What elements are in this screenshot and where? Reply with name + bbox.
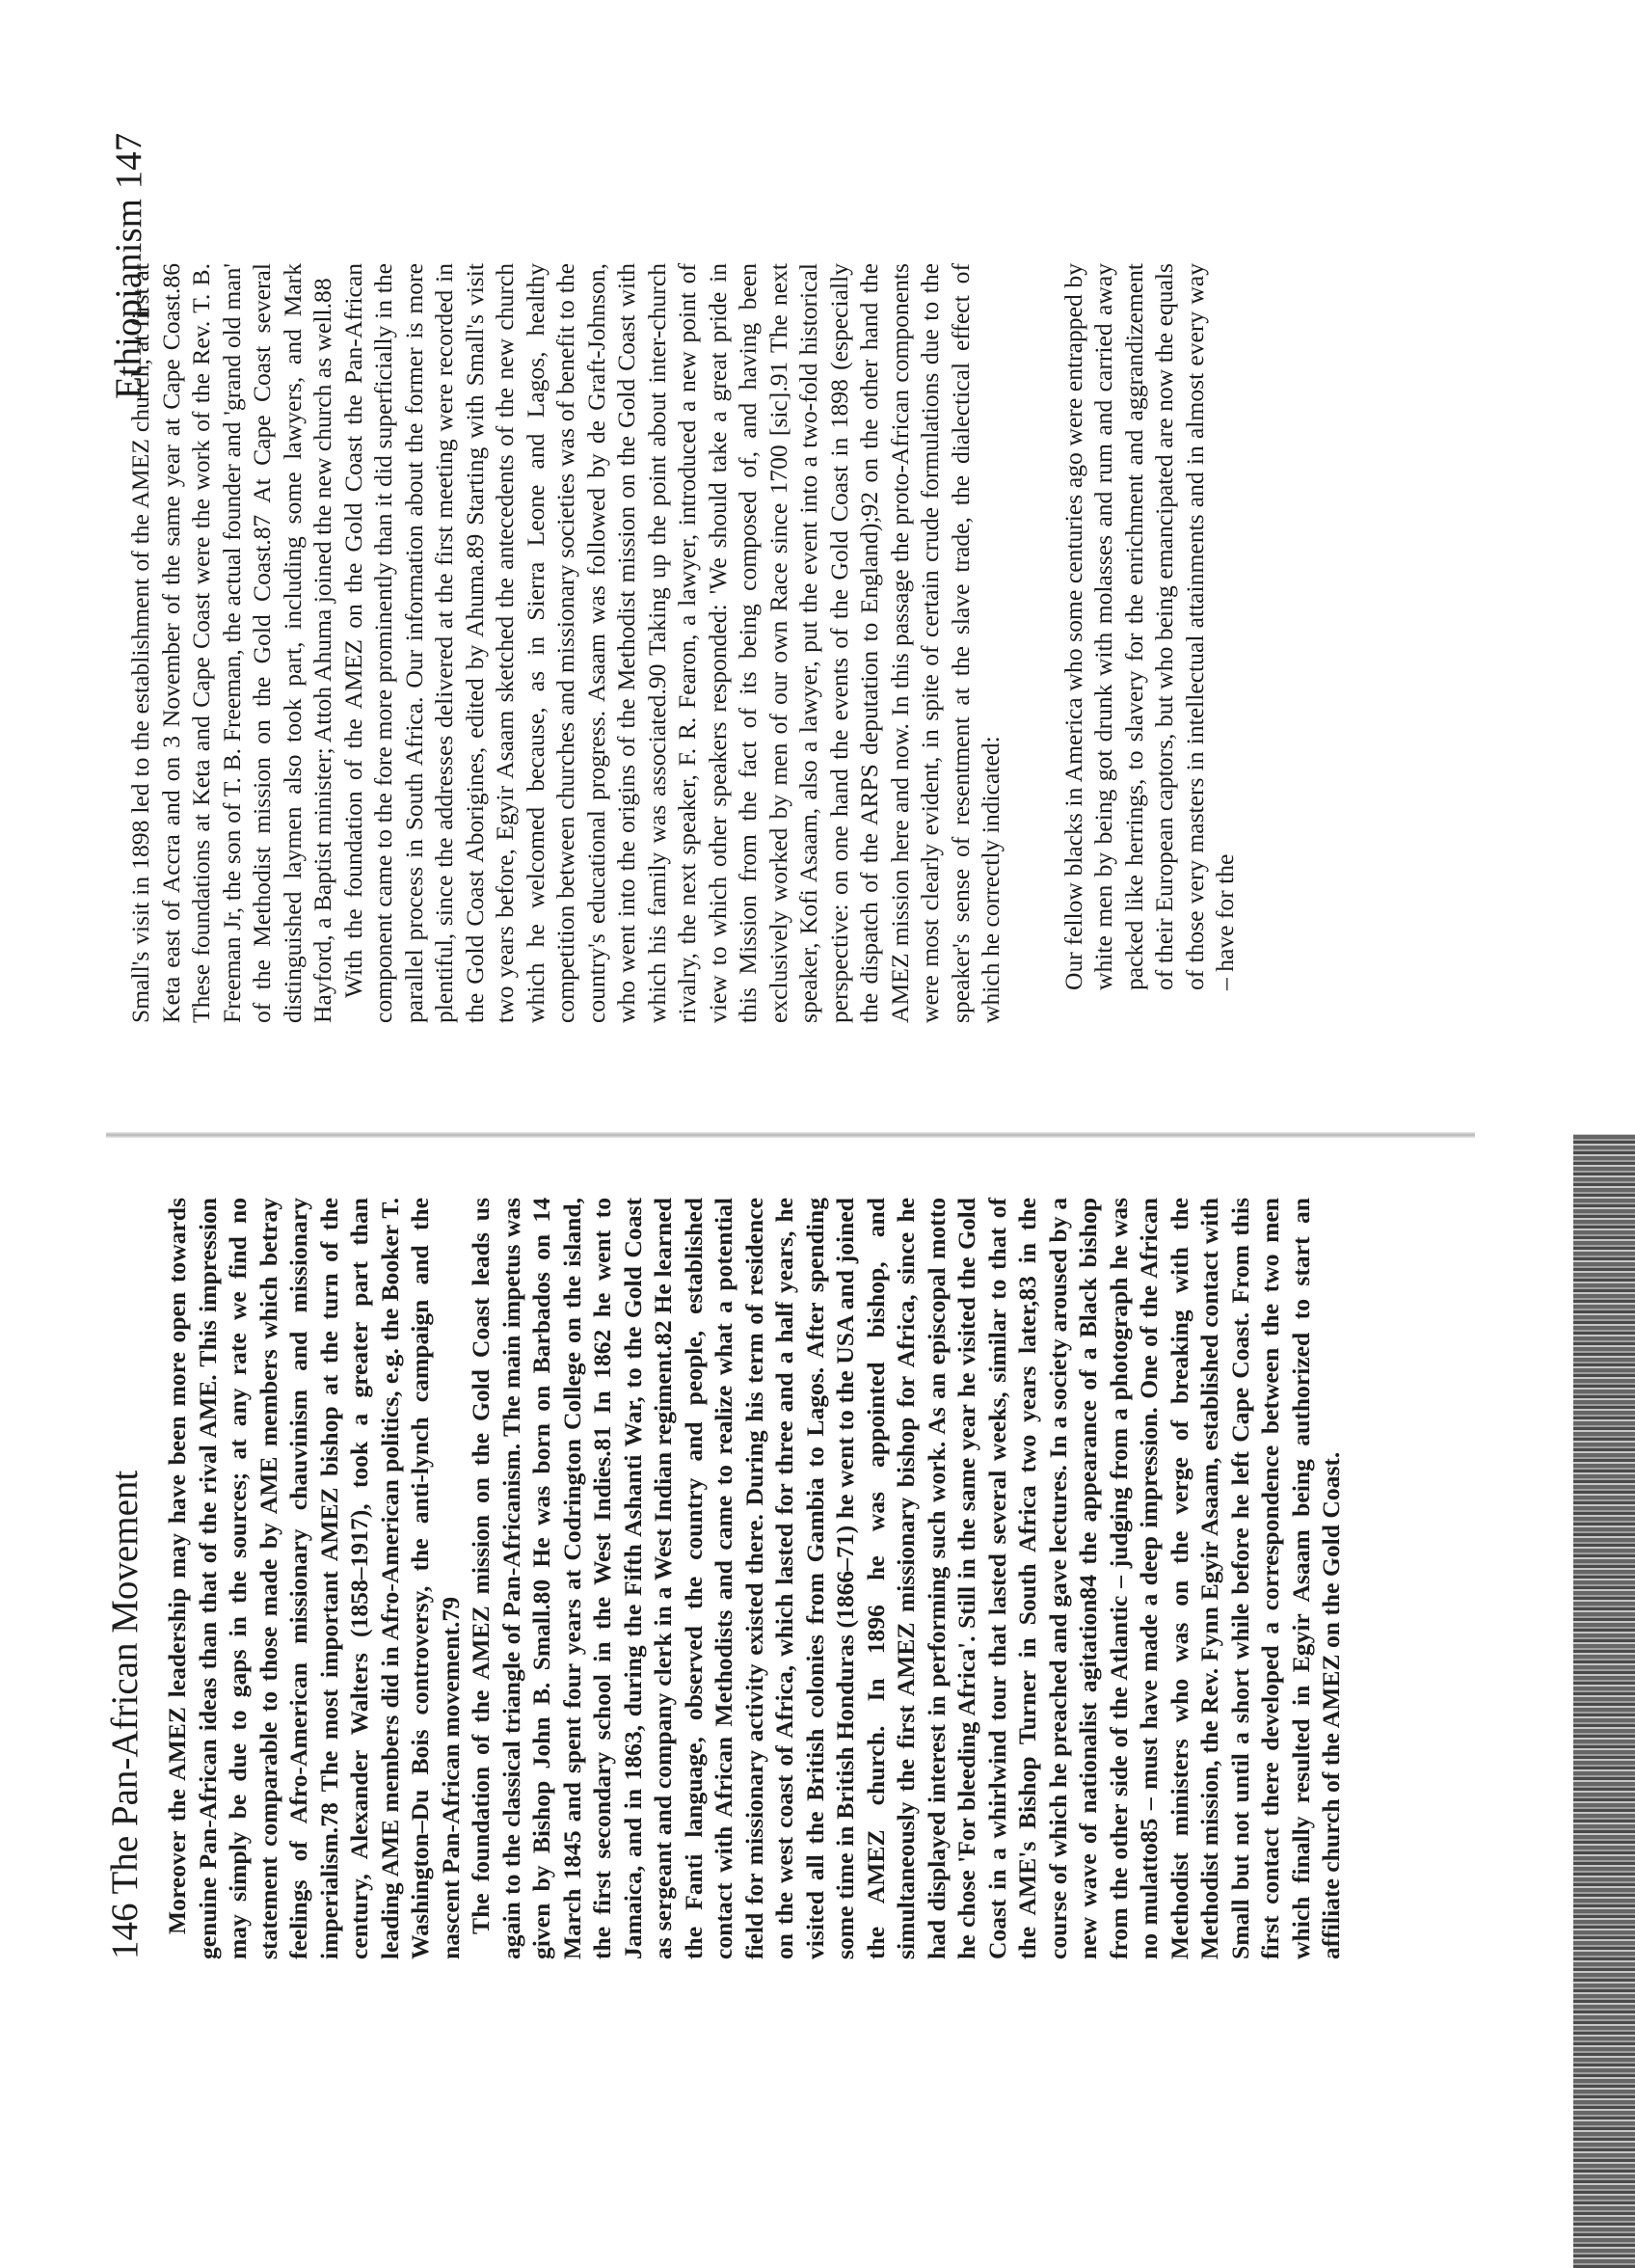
page-header-right: Ethiopianism 147 xyxy=(108,132,149,399)
page-header-left: 146 The Pan-African Movement xyxy=(104,1470,146,1959)
block-quote: Our fellow blacks in America who some centuries ago were entrapped by white men by being got drunk with molasses and rum and carried away packed like herrings, to slavery for the enrichment and aggrandizement of their European captors, but who being emancipated are now the equals of those very masters in intellectual attainments and in almost every way – have for the xyxy=(1059,263,1239,990)
left-paragraph-1: Moreover the AMEZ leadership may have been more open towards genuine Pan-African ideas than that of the rival AME. This impression may simply be due to gaps in the sources; at any rate we find no statement comparable to those made by AME members which betray feelings of Afro-American missionary chauvinism and missionary imperialism.78 The most important AMEZ bishop at the turn of the century, Alexander Walters (1858–1917), took a greater part than leading AME members did in Afro-American politics, e.g. the Booker T. Washington–Du Bois controversy, the anti-lynch campaign and the nascent Pan-African movement.79 xyxy=(163,1198,465,1959)
right-paragraph-2: With the foundation of the AMEZ on the Gold Coast the Pan-African component came to the fore more prominently than it did superficially in the parallel process in South Africa. Our information about the former is more plentiful, since the addresses delivered at the first meeting were recorded in the Gold Coast Aborigines, edited by Ahuma.89 Starting with Small's visit two years before, Egyir Asaam sketched the antecedents of the new church which he welcomed because, as in Sierra Leone and Lagos, healthy competition between churches and missionary societies was of benefit to the country's educational progress. Asaam was followed by de Graft-Johnson, who went into the origins of the Methodist mission on the Gold Coast with which his family was associated.90 Taking up the point about inter-church rivalry, the next speaker, F. R. Fearon, a lawyer, introduced a new point of view to which other speakers responded: 'We should take a great pride in this Mission from the fact of its being composed of, and having been exclusively worked by men of our own Race since 1700 [sic].91 The next speaker, Kofi Asaam, also a lawyer, put the event into a two-fold historical perspective: on one hand the events of the Gold Coast in 1898 (especially the dispatch of the ARPS deputation to England);92 on the other hand the AMEZ mission here and now. In this passage the proto-African components were most clearly evident, in spite of certain crude formulations due to the speaker's sense of resentment at the slave trade, the dialectical effect of which he correctly indicated: xyxy=(338,263,1005,1023)
left-page xyxy=(0,1134,1635,2268)
scan-edge-artifact xyxy=(1573,1134,1635,2268)
right-text-column xyxy=(125,263,1241,1023)
left-text-column xyxy=(162,1198,1347,1959)
right-paragraph-1: Small's visit in 1898 led to the establishment of the AMEZ church, at first at Keta east of Accra and on 3 November of the same year at Cape Coast.86 These foundations at Keta and Cape Coast were the work of the Rev. T. B. Freeman Jr, the son of T. B. Freeman, the actual founder and 'grand old man' of the Methodist mission on the Gold Coast.87 At Cape Coast several distinguished laymen also took part, including some lawyers, and Mark Hayford, a Baptist minister; Attoh Ahuma joined the new church as well.88 xyxy=(126,263,336,1023)
left-paragraph-2: The foundation of the AMEZ mission on the Gold Coast leads us again to the classical triangle of Pan-Africanism. The main impetus was given by Bishop John B. Small.80 He was born on Barbados on 14 March 1845 and spent four years at Codrington College on the island, the first secondary school in the West Indies.81 In 1862 he went to Jamaica, and in 1863, during the Fifth Ashanti War, to the Gold Coast as sergeant and company clerk in a West Indian regiment.82 He learned the Fanti language, observed the country and people, established contact with African Methodists and came to realize what a potential field for missionary activity existed there. During his term of residence on the west coast of Africa, which lasted for three and a half years, he visited all the British colonies from Gambia to Lagos. After spending some time in British Honduras (1866–71) he went to the USA and joined the AMEZ church. In 1896 he was appointed bishop, and simultaneously the first AMEZ missionary bishop for Africa, since he had displayed interest in performing such work. As an episcopal motto he chose 'For bleeding Africa'. Still in the same year he visited the Gold Coast in a whirlwind tour that lasted several weeks, similar to that of the AME's Bishop Turner in South Africa two years later,83 in the course of which he preached and gave lectures. In a society aroused by a new wave of nationalist agitation84 the appearance of a Black bishop from the other side of the Atlantic – judging from a photograph he was no mulatto85 – must have made a deep impression. One of the African Methodist ministers who was on the verge of breaking with the Methodist mission, the Rev. Fynn Egyir Asaam, established contact with Small but not until a short while before he left Cape Coast. From this first contact there developed a correspondence between the two men which finally resulted in Egyir Asaam being authorized to start an affiliate church of the AMEZ on the Gold Coast. xyxy=(467,1198,1345,1959)
